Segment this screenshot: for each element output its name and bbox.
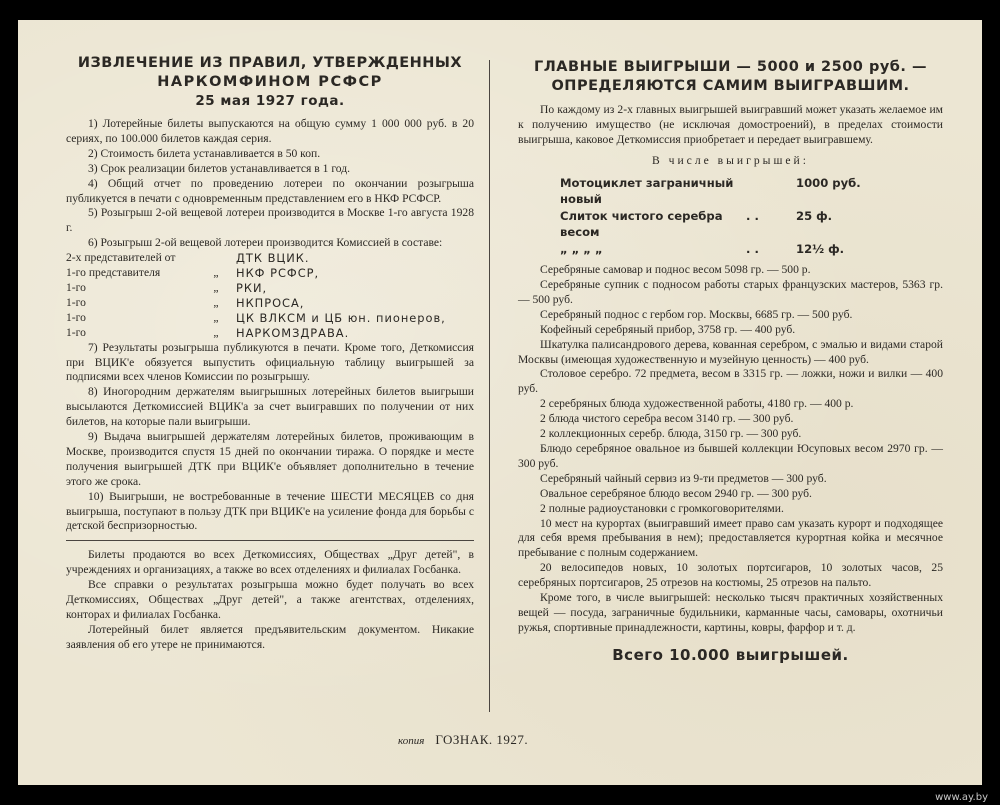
prize-item: Столовое серебро. 72 предмета, весом в 3315 гр. — ложки, ножи и вилки — 400 руб.	[518, 367, 943, 396]
rule-8: 8) Иногородним держателям выигрышных лотерейных билетов выигрыши высылаются Деткомиссией ВЦИК'а за счет выигравших по получении от них билетов, на которые пали выигрыши.	[66, 385, 474, 429]
prize-item: Блюдо серебряное овальное из бывшей коллекции Юсуповых весом 2970 гр. — 300 руб.	[518, 442, 943, 470]
sales-note: Билеты продаются во всех Деткомиссиях, Обществах „Друг детей", в учреждениях и организациях, а также во всех отделениях и филиалах Госбанка.	[66, 548, 474, 577]
printer-imprint	[398, 732, 528, 748]
prize-item: Серебряный поднос с гербом гор. Москвы, 6685 гр. — 500 руб.	[540, 307, 853, 321]
rules-title-date: 25 мая 1927 года.	[195, 93, 345, 109]
section-divider	[66, 540, 474, 541]
prizes-list-heading: В числе выигрышей:	[652, 153, 809, 167]
lottery-ticket-back	[18, 20, 982, 785]
rule-9: 9) Выдача выигрышей держателям лотерейных билетов, проживающим в Москве, производится спустя 15 дней по окончании тиража. О порядке и месте получения выигрышей ДТК при ВЦИК'е объявляет дополнительно в течение этого же срока.	[66, 430, 474, 488]
prize-item: Шкатулка палисандрового дерева, кованная серебром, с эмалью и видами старой Москвы (имеющая художественную и музейную ценность) — 400 руб.	[518, 337, 943, 366]
rule-5: 5) Розыгрыш 2-ой вещевой лотереи производится в Москве 1-го августа 1928 г.	[66, 206, 474, 235]
commission-row: 1-го „ НАРКОМЗДРАВА.	[66, 325, 350, 340]
inquiry-note: Все справки о результатах розыгрыша можно будет получать во всех Деткомиссиях, Обществах „Друг детей", а также агентствах, отделениях, конторах и филиалах Госбанка.	[66, 578, 474, 621]
rule-10: 10) Выигрыши, не востребованные в течение ШЕСТИ МЕСЯЦЕВ со дня выигрыша, поступают в пользу ДТК при ВЦИК'е на усиление фонда для борьбы с детской беспризорностью.	[66, 489, 474, 533]
column-divider	[489, 60, 490, 712]
rule-7: 7) Результаты розыгрыша публикуются в печати. Кроме того, Деткомиссия при ВЦИК'е обязуется выпустить официальную таблицу выигрышей за подписями всех членов Комиссии по розыгрышу.	[66, 340, 474, 384]
prize-item: 2 полные радиоустановки с громкоговорителями.	[540, 501, 784, 515]
copy-label: копия	[398, 735, 425, 747]
commission-row: 1-го „ РКИ,	[66, 280, 268, 295]
commission-list	[66, 251, 474, 340]
prize-item: Серебряные самовар и поднос весом 5098 гр. — 500 р.	[540, 263, 811, 277]
commission-row: 1-го „ НКПРОСА,	[66, 295, 305, 310]
prize-row: „ „ „ „ . . 12½ ф.	[560, 241, 845, 256]
rules-title: ИЗВЛЕЧЕНИЕ ИЗ ПРАВИЛ, УТВЕРЖДЕННЫХ	[77, 55, 463, 71]
prize-item: 2 блюда чистого серебра весом 3140 гр. — 300 руб.	[540, 412, 794, 426]
commission-row: 2-х представителей от ДТК ВЦИК.	[66, 251, 310, 266]
main-prizes-subtitle: ОПРЕДЕЛЯЮТСЯ САМИМ ВЫИГРАВШИМ.	[551, 78, 910, 94]
rules-title-authority: НАРКОМФИНОМ РСФСР	[157, 74, 383, 90]
prize-item: 10 мест на курортах (выигравший имеет право сам указать курорт и подходящее для себя время пребывания в нем); предоставляется курортная койка и месячное пребывание с полным содержанием.	[518, 516, 943, 560]
prize-item: 20 велосипедов новых, 10 золотых портсигаров, 10 золотых часов, 25 серебряных портсигаров, 25 отрезов на костюмы, 25 отрезов на пальто.	[518, 561, 943, 590]
main-prizes-intro: По каждому из 2-х главных выигрышей выигравший может указать желаемое им к получению имущество (не исключая домостроений), в пределах стоимости выигрыша, каковое Деткомиссия приобретает и передает выигравшему.	[518, 103, 943, 146]
main-prizes-title: ГЛАВНЫЕ ВЫИГРЫШИ — 5000 и 2500 руб. —	[534, 59, 927, 75]
prize-row: Мотоциклет заграничный новый 1000 руб.	[560, 175, 861, 207]
site-watermark: www.ay.by	[935, 792, 988, 803]
rule-1: 1) Лотерейные билеты выпускаются на общую сумму 1 000 000 руб. в 20 сериях, по 100.000 билетов каждая серия.	[66, 117, 474, 145]
bearer-note: Лотерейный билет является предъявительским документом. Никакие заявления об его утере не принимаются.	[66, 622, 474, 651]
top-prizes	[518, 175, 943, 258]
prize-item: 2 коллекционных серебр. блюда, 3150 гр. — 300 руб.	[540, 427, 802, 441]
prize-item: Кроме того, в числе выигрышей: несколько тысяч практичных хозяйственных вещей — посуда, заграничные будильники, карманные часы, самовары, охотничьи ружья, спортивные принадлежности, картины, ковры, фарфор и т. д.	[518, 591, 943, 634]
rule-3: 3) Срок реализации билетов устанавливается в 1 год.	[88, 161, 351, 175]
prize-item: Серебряные супник с подносом работы старых французских мастеров, 5363 гр. — 500 руб.	[518, 278, 943, 306]
rule-4: 4) Общий отчет по проведению лотереи по окончании розыгрыша публикуется в печати с одновременным представлением его в НКФ РСФСР.	[66, 176, 474, 205]
rule-2: 2) Стоимость билета устанавливается в 50 коп.	[88, 146, 321, 160]
rules-column	[66, 54, 474, 653]
rule-6: 6) Розыгрыш 2-ой вещевой лотереи производится Комиссией в составе:	[88, 236, 443, 250]
commission-row: 1-го представителя „ НКФ РСФСР,	[66, 266, 320, 281]
prize-item: 2 серебряных блюда художественной работы, 4180 гр. — 400 р.	[540, 397, 854, 411]
commission-row: 1-го „ ЦК ВЛКСМ и ЦБ юн. пионеров,	[66, 310, 446, 325]
total-prizes: Всего 10.000 выигрышей.	[612, 645, 849, 664]
prize-item: Овальное серебряное блюдо весом 2940 гр. — 300 руб.	[540, 486, 812, 500]
prize-item: Серебряный чайный сервиз из 9-ти предметов — 300 руб.	[540, 471, 827, 485]
prize-row: Слиток чистого серебра весом . . 25 ф.	[560, 208, 833, 240]
goznak-label: ГОЗНАК. 1927.	[435, 732, 529, 747]
prize-item: Кофейный серебряный прибор, 3758 гр. — 400 руб.	[540, 322, 796, 336]
prizes-column	[518, 54, 943, 664]
